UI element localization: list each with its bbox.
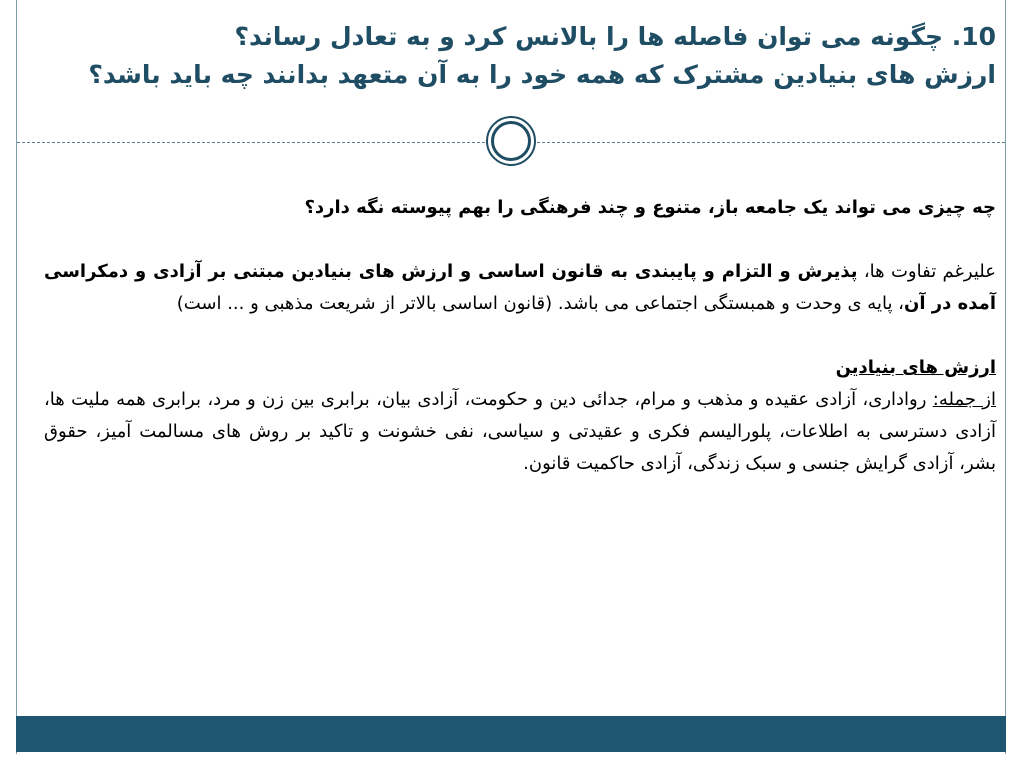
- circle-ornament-inner: [491, 121, 531, 161]
- body-paragraph-unity: [44, 256, 996, 320]
- para3-lead: از جمله:: [932, 389, 996, 410]
- para2-bold: پذیرش و التزام و پایبندی به قانون اساسی و ارزش های بنیادین مبتنی بر آزادی و دمکراسی آمده در آن: [44, 261, 996, 314]
- body-paragraph-values: [44, 384, 996, 480]
- slide-body: [44, 192, 996, 480]
- footer-bar: [16, 716, 1006, 752]
- title-line-1: 10. چگونه می توان فاصله ها را بالانس کرد و به تعادل رساند؟: [234, 22, 996, 51]
- para2-end: ، پایه ی وحدت و همبستگی اجتماعی می باشد. (قانون اساسی بالاتر از شریعت مذهبی و ... است): [176, 293, 904, 314]
- slide-title: [36, 18, 996, 94]
- para2-start: علیرغم تفاوت ها،: [857, 261, 996, 282]
- title-line-2: ارزش های بنیادین مشترک که همه خود را به آن متعهد بدانند چه باید باشد؟: [88, 60, 996, 89]
- para3-text: رواداری، آزادی عقیده و مذهب و مرام، جدائی دین و حکومت، آزادی بیان، برابری بین زن و مرد، برابری همه ملیت ها، آزادی دسترسی به اطلاعات، پلورالیسم فکری و عقیدتی و سیاسی، نفی خشونت و تاکید بر روش های مسالمت آمیز، حقوق بشر، آزادی گرایش جنسی و سبک زندگی، آزادی حاکمیت قانون.: [44, 389, 996, 474]
- section-heading: ارزش های بنیادین: [835, 357, 996, 378]
- body-question: چه چیزی می تواند یک جامعه باز، متنوع و چند فرهنگی را بهم پیوسته نگه دارد؟: [304, 197, 996, 218]
- circle-ornament-icon: [486, 116, 536, 166]
